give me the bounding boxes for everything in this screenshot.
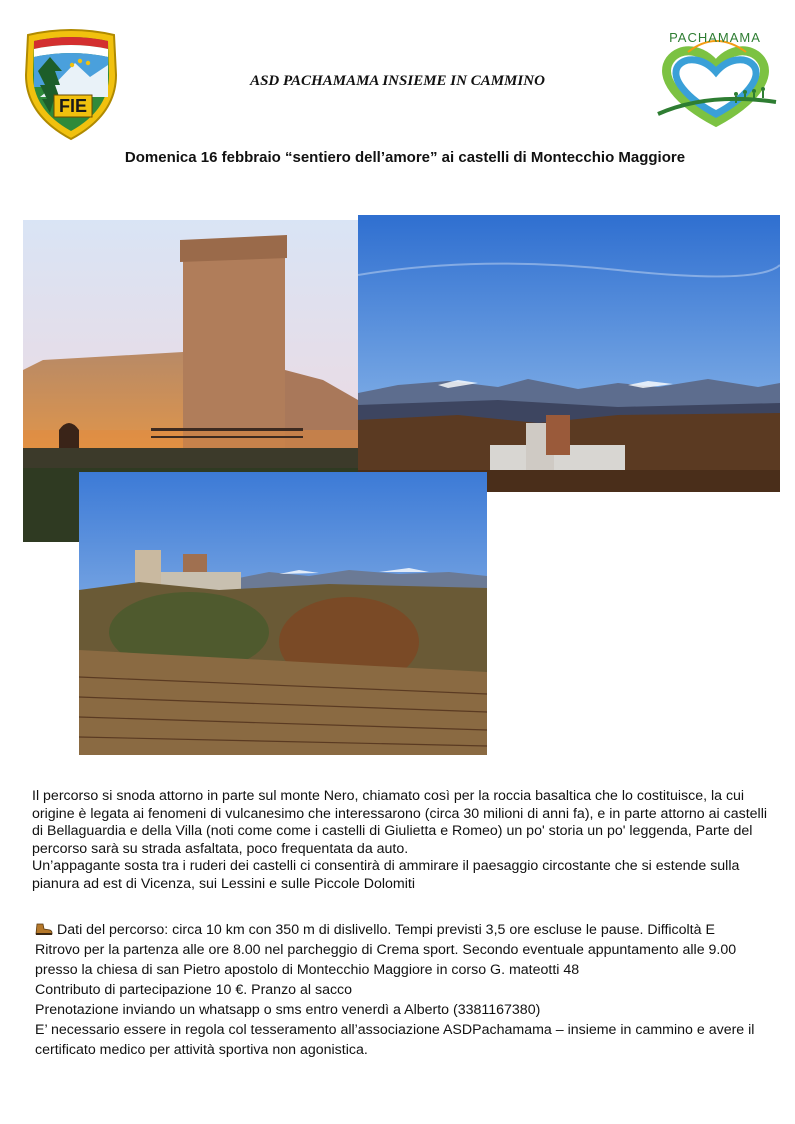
description-paragraph: Il percorso si snoda attorno in parte sul monte Nero, chiamato così per la roccia basaltica che lo costituisce, la cui origine è legata ai fenomeni di vulcanesimo che interessarono (circa 30 milioni di anni fa), e in parte attorno ai castelli di Bellaguardia e della Villa (noti come come i castelli di Giulietta e Romeo) un po' storia un po' leggenda, Parte del percorso sarà su strada asfaltata, poco frequentata da auto. bbox=[32, 788, 767, 857]
hiking-boot-icon bbox=[35, 921, 53, 933]
photo-castle-mountains bbox=[358, 215, 780, 492]
membership-line: E’ necessario essere in regola col tesseramento all’associazione ASDPachamama – insieme in cammino e avere il certificato medico per attività sportiva non agonistica. bbox=[35, 1022, 755, 1058]
photo-castles-vineyard bbox=[79, 472, 487, 755]
event-title: Domenica 16 febbraio “sentiero dell’amore” ai castelli di Montecchio Maggiore bbox=[124, 149, 686, 166]
pachamama-logo bbox=[648, 22, 783, 130]
route-info bbox=[35, 920, 777, 1060]
route-description bbox=[32, 788, 774, 893]
meeting-point-line: Ritrovo per la partenza alle ore 8.00 nel parcheggio di Crema sport. Secondo eventuale appuntamento alle 9.00 presso la chiesa di san Pietro apostolo di Montecchio Maggiore in corso G. mateotti 48 bbox=[35, 942, 737, 978]
route-data-line: Dati del percorso: circa 10 km con 350 m di dislivello. Tempi previsti 3,5 ore escluse le pause. Difficoltà E bbox=[35, 920, 777, 940]
description-paragraph: Un’appagante sosta tra i ruderi dei castelli ci consentirà di ammirare il paesaggio circostante che si estende sulla pianura ad est di Vicenza, sui Lessini e sulle Piccole Dolomiti bbox=[32, 858, 740, 892]
booking-line: Prenotazione inviando un whatsapp o sms entro venerdì a Alberto (3381167380) bbox=[35, 1002, 541, 1018]
fie-logo-text: FIE bbox=[58, 96, 88, 116]
pachamama-logo-text: PACHAMAMA bbox=[669, 30, 761, 45]
fee-line: Contributo di partecipazione 10 €. Pranzo al sacco bbox=[35, 982, 353, 998]
organization-title: ASD PACHAMAMA INSIEME IN CAMMINO bbox=[250, 73, 545, 89]
